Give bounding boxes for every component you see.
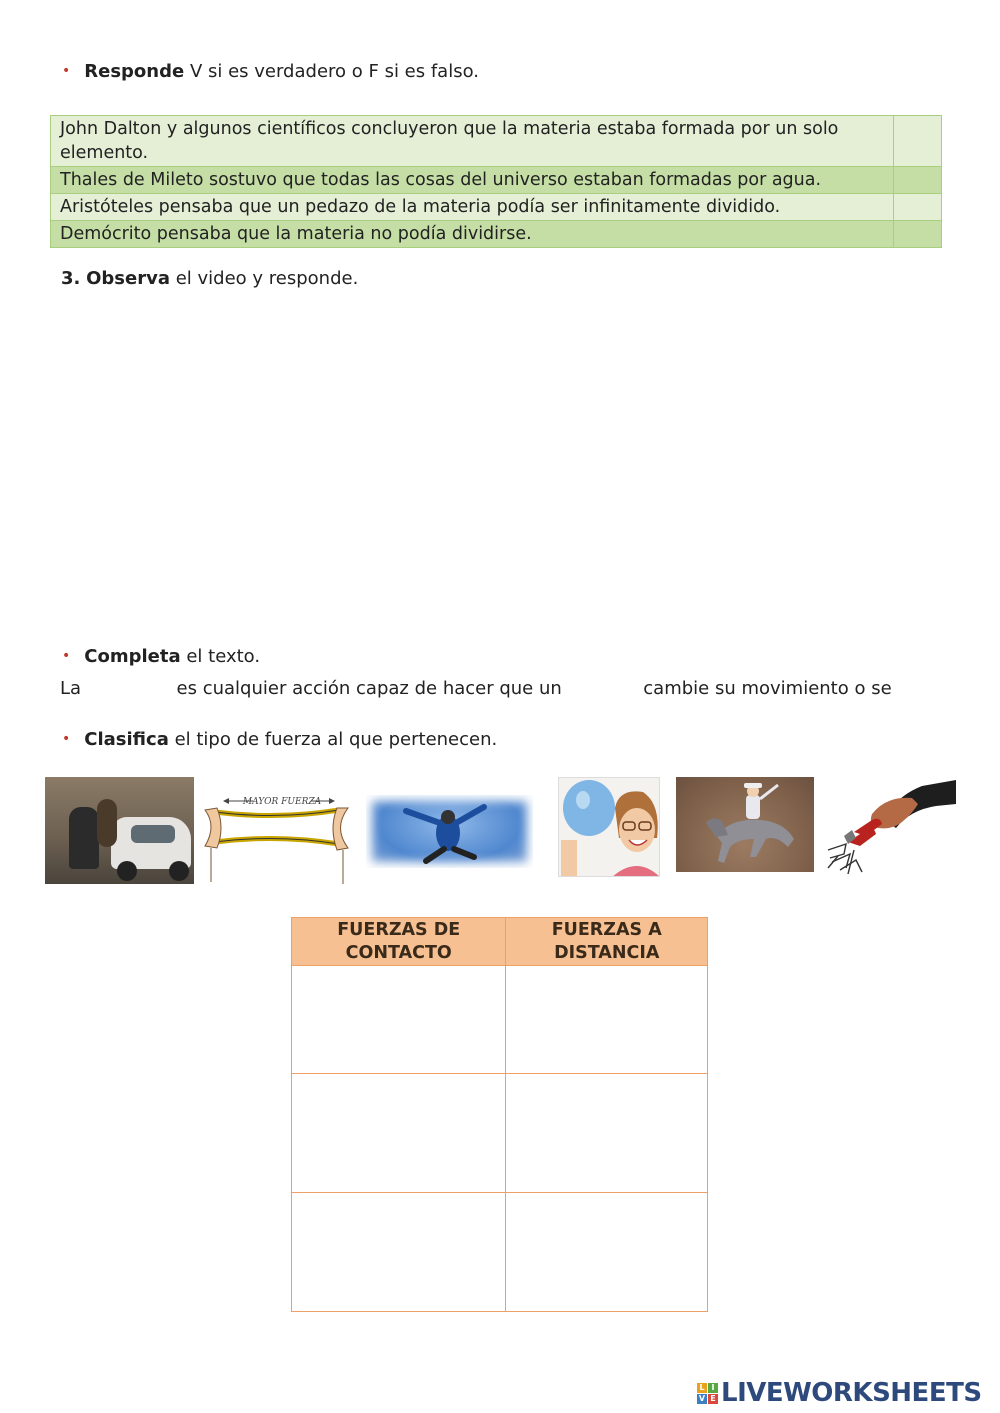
header-distance-forces: FUERZAS A DISTANCIA	[506, 918, 708, 966]
fill-in-sentence	[60, 672, 892, 701]
drop-cell-contact[interactable]	[292, 1074, 506, 1193]
responde-keyword: Responde	[84, 61, 185, 82]
answer-input[interactable]	[894, 116, 942, 167]
rope-caption: MAYOR FUERZA	[242, 797, 322, 807]
wheel-shape	[117, 861, 137, 881]
video-area[interactable]	[60, 300, 940, 630]
drop-cell-distance[interactable]	[506, 1074, 708, 1193]
classification-table	[291, 917, 708, 1312]
table-row	[292, 1074, 708, 1193]
completa-instruction	[62, 645, 260, 670]
balloon-girl-figure	[559, 778, 660, 877]
rodeo-figure	[676, 777, 814, 872]
balloon-girl-image[interactable]	[558, 777, 660, 877]
magnet-image[interactable]	[826, 780, 956, 880]
tug-of-war-image[interactable]	[203, 790, 350, 886]
statement-cell: John Dalton y algunos científicos concluyeron que la materia estaba formada por un solo elemento.	[51, 116, 894, 167]
answer-input[interactable]	[894, 194, 942, 221]
drop-cell-contact[interactable]	[292, 966, 506, 1074]
observa-number: 3.	[61, 268, 81, 289]
table-row	[51, 167, 942, 194]
sentence-part-1: La	[60, 678, 82, 699]
statement-cell: Demócrito pensaba que la materia no podía dividirse.	[51, 221, 894, 248]
logo-text: LIVEWORKSHEETS	[721, 1378, 982, 1408]
statement-cell: Thales de Mileto sostuvo que todas las cosas del universo estaban formadas por agua.	[51, 167, 894, 194]
blank-input-2[interactable]	[568, 672, 638, 694]
answer-input[interactable]	[894, 167, 942, 194]
observa-instruction	[61, 267, 358, 291]
drop-cell-distance[interactable]	[506, 1193, 708, 1312]
table-row	[51, 116, 942, 167]
hand-shape	[205, 808, 221, 848]
wheel-shape	[169, 861, 189, 881]
bullet-icon: •	[62, 731, 71, 747]
paperclips-shape	[828, 844, 862, 874]
statement-cell: Aristóteles pensaba que un pedazo de la materia podía ser infinitamente dividido.	[51, 194, 894, 221]
table-row	[51, 221, 942, 248]
table-row	[292, 1193, 708, 1312]
sentence-part-2: es cualquier acción capaz de hacer que un	[176, 678, 562, 699]
table-row	[51, 194, 942, 221]
person-shape	[69, 807, 99, 869]
responde-instruction	[62, 60, 479, 85]
pushing-car-image[interactable]	[45, 777, 194, 884]
arrow-head	[329, 798, 335, 804]
car-window-shape	[131, 825, 175, 843]
completa-keyword: Completa	[84, 646, 181, 667]
arrow-head	[223, 798, 229, 804]
responde-text: V si es verdadero o F si es falso.	[184, 61, 480, 82]
true-false-table	[50, 115, 942, 248]
clasifica-keyword: Clasifica	[84, 729, 169, 750]
logo-mark-icon: L I V E	[697, 1383, 718, 1404]
liveworksheets-logo	[697, 1377, 982, 1409]
clasifica-text: el tipo de fuerza al que pertenecen.	[168, 729, 498, 750]
header-contact-forces: FUERZAS DE CONTACTO	[292, 918, 506, 966]
bullet-icon: •	[62, 648, 71, 664]
blank-input-1[interactable]	[87, 672, 171, 694]
skydiver-image[interactable]	[366, 795, 533, 868]
drop-cell-distance[interactable]	[506, 966, 708, 1074]
table-row	[292, 966, 708, 1074]
answer-input[interactable]	[894, 221, 942, 248]
skydiver-figure	[366, 795, 533, 868]
drop-cell-contact[interactable]	[292, 1193, 506, 1312]
observa-text: el video y responde.	[169, 268, 359, 289]
rodeo-image[interactable]	[676, 777, 814, 872]
sentence-part-3: cambie su movimiento o se	[643, 678, 892, 699]
person-shape	[97, 799, 117, 847]
hand-shape	[333, 808, 348, 850]
observa-keyword: Observa	[86, 268, 170, 289]
bullet-icon: •	[62, 63, 71, 79]
completa-text: el texto.	[180, 646, 261, 667]
clasifica-instruction	[62, 728, 497, 753]
